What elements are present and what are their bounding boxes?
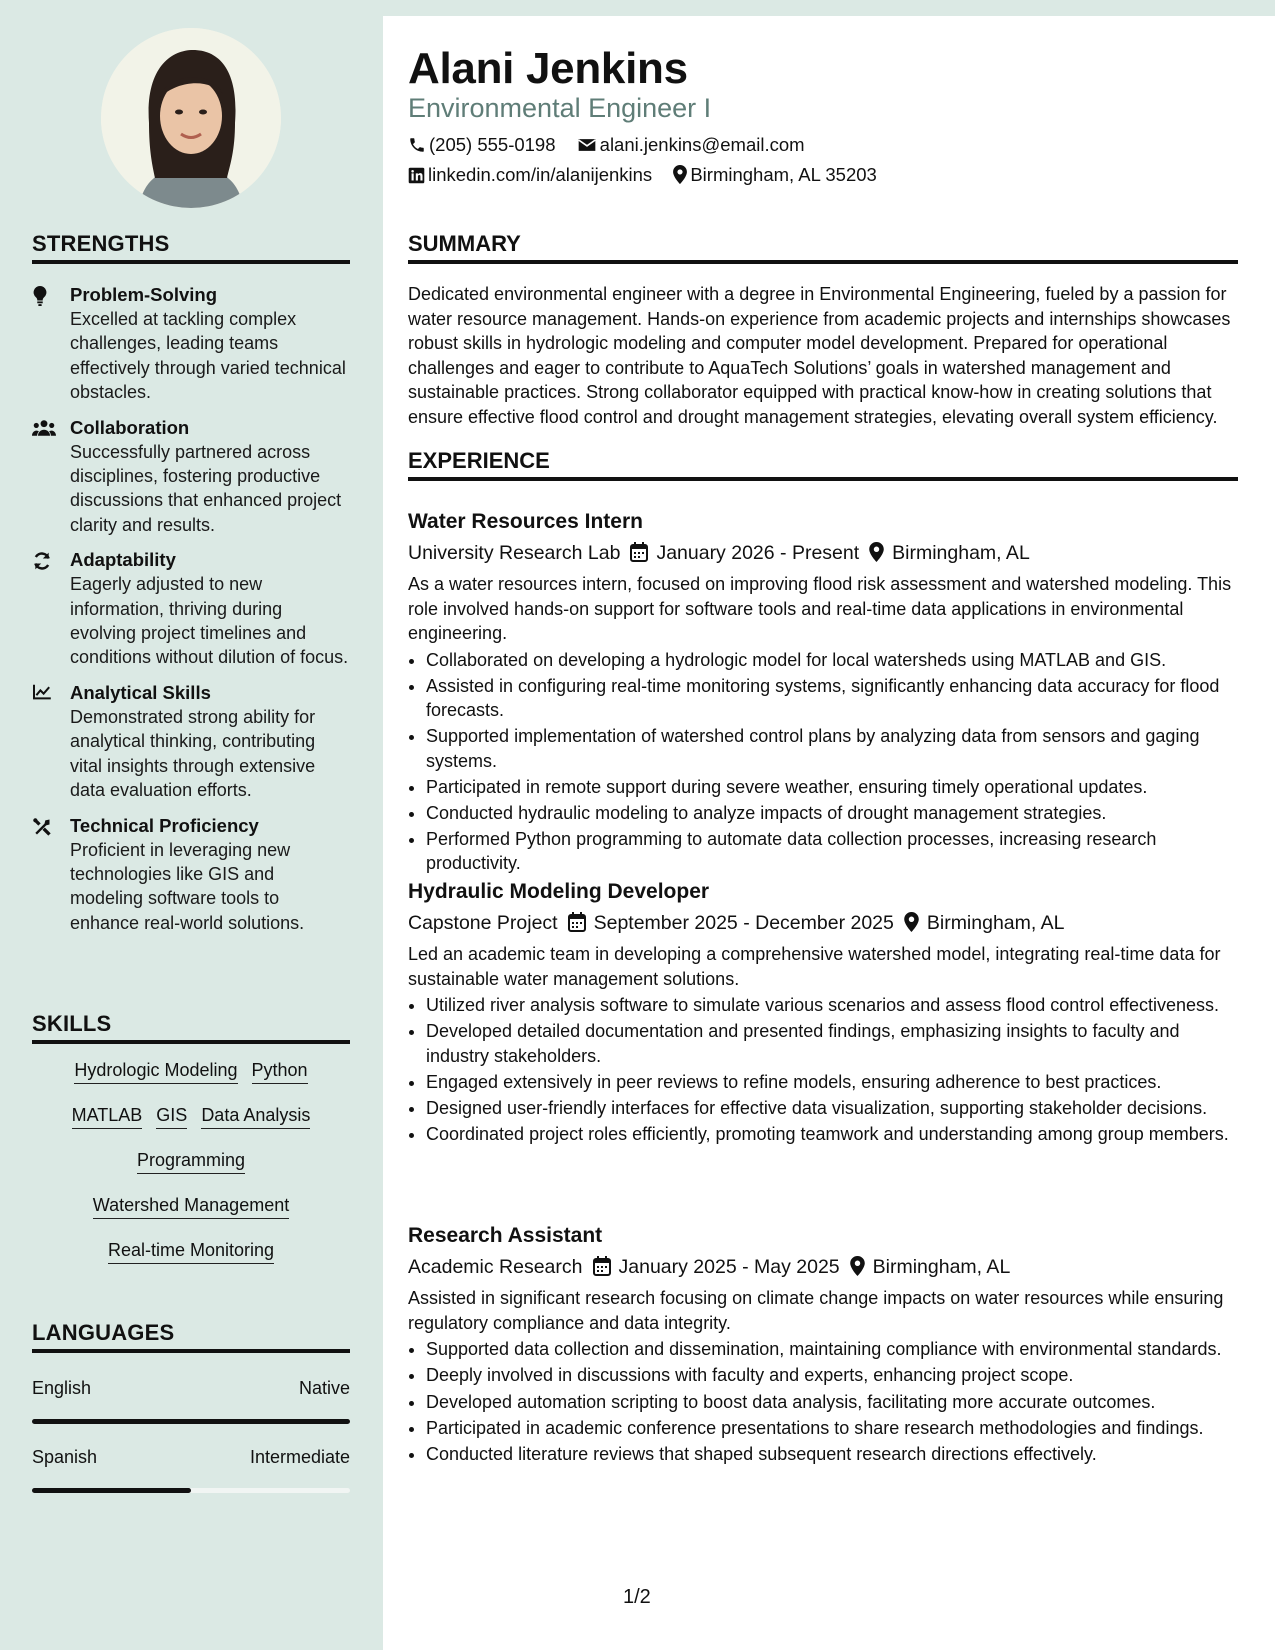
job-bullet: • Developed detailed documentation and presented findings, emphasizing insights to faculty and industry stakeholders. [426,1019,1243,1067]
strength-item [32,283,352,405]
job-location: Birmingham, AL [872,1256,1011,1278]
job-title: Water Resources Intern [408,510,643,533]
job-dates: January 2026 - Present [656,542,860,564]
job-meta [408,539,1243,567]
skill-row [32,1060,350,1105]
job-bullet: • Utilized river analysis software to simulate various scenarios and assess flood control effectiveness. [426,993,1243,1017]
experience-heading: EXPERIENCE [408,448,1238,481]
map-pin-icon [673,165,687,184]
strength-item [32,416,352,538]
language-bar [32,1488,350,1493]
languages-heading: LANGUAGES [32,1320,350,1353]
summary-heading: SUMMARY [408,231,1238,264]
job-bullet: • Developed automation scripting to boost data analysis, facilitating more accurate outcomes. [426,1390,1243,1414]
skill-tag: MATLAB [72,1105,143,1129]
job-bullet: • Collaborated on developing a hydrologic model for local watersheds using MATLAB and GIS. [426,648,1243,672]
calendar-icon [630,542,648,562]
job-bullet: • Participated in remote support during severe weather, ensuring timely operational updates. [426,775,1243,799]
strength-item [32,548,352,670]
skill-tag: Watershed Management [93,1195,289,1219]
job-title: Hydraulic Modeling Developer [408,880,710,903]
map-pin-icon [904,912,919,932]
job-bullet-list [408,648,1243,876]
job-organization: University Research Lab [408,542,621,564]
calendar-icon [568,912,586,932]
job-bullet: • Performed Python programming to automate data collection processes, increasing research productivity. [426,827,1243,875]
strength-item [32,681,352,803]
email-text: alani.jenkins@email.com [599,134,805,155]
job-bullet: • Supported data collection and dissemination, maintaining compliance with environmental standards. [426,1337,1243,1361]
contact-phone [408,134,556,156]
job-organization: Capstone Project [408,912,558,934]
skill-tag: Python [252,1060,308,1084]
profile-photo [101,28,281,208]
job-meta [408,1253,1243,1281]
job-organization: Academic Research [408,1256,583,1278]
summary-text: Dedicated environmental engineer with a degree in Environmental Engineering, fueled by a passion for water resource management. Hands-on experience from academic projects and internships showcases robust skills in hydrologic modeling and computer model development. Prepared for operational challenges and eager to contribute to AquaTech Solutions’ goals in watershed management and sustainable practices. Strong collaborator equipped with practical know-how in creating solutions that ensure effective flood control and drought management strategies, elevating overall system efficiency. [408,284,1231,427]
skill-tag: Programming [137,1150,245,1174]
person-name: Alani Jenkins [408,44,688,93]
language-name: English [32,1378,92,1398]
job-location: Birmingham, AL [926,912,1065,934]
strength-title: Analytical Skills [70,681,211,703]
language-name: Spanish [32,1447,98,1467]
strength-title: Collaboration [70,416,190,438]
phone-icon [408,136,426,154]
skill-row [32,1195,350,1240]
job-meta [408,909,1243,937]
location-text: Birmingham, AL 35203 [690,164,877,185]
contact-linkedin[interactable] [408,164,652,186]
job-bullet: • Assisted in configuring real-time monitoring systems, significantly enhancing data accuracy for flood forecasts. [426,674,1243,722]
strength-title: Adaptability [70,549,176,571]
strength-description: Successfully partnered across disciplines, fostering productive discussions that enhanced project clarity and results. [70,441,342,535]
skill-tag: Hydrologic Modeling [74,1060,237,1084]
map-pin-icon [850,1256,865,1276]
experience-item [408,878,1243,1148]
strengths-heading: STRENGTHS [32,231,350,264]
sync-icon [32,551,54,571]
skills-list [32,1060,350,1285]
main-content [383,16,1275,1650]
strength-description: Excelled at tackling complex challenges, leading teams effectively through varied technical obstacles. [70,309,346,403]
page-number: 1/2 [623,1586,651,1608]
job-location: Birmingham, AL [892,542,1030,564]
job-title: Research Assistant [408,1224,603,1247]
job-role: Environmental Engineer I [408,93,712,123]
experience-item [408,1222,1243,1468]
job-description: Led an academic team in developing a comprehensive watershed model, integrating real-time data for sustainable water management solutions. [408,944,1221,989]
strengths-list [32,283,352,946]
job-bullet: • Deeply involved in discussions with faculty and experts, enhancing project scope. [426,1363,1243,1387]
contact-location [673,164,876,186]
skill-row [32,1105,350,1150]
skills-heading: SKILLS [32,1011,350,1044]
tools-icon [32,817,54,837]
strength-description: Demonstrated strong ability for analytical thinking, contributing vital insights through extensive data evaluation efforts. [70,706,316,801]
skill-row [32,1150,350,1195]
job-bullet-list [408,1337,1243,1466]
strength-description: Proficient in leveraging new technologies like GIS and modeling software tools to enhance real-world solutions. [70,839,305,933]
language-level: Native [298,1378,350,1398]
contact-row-1 [408,134,821,156]
job-dates: September 2025 - December 2025 [593,912,894,934]
job-dates: January 2025 - May 2025 [618,1256,840,1278]
job-description: As a water resources intern, focused on improving flood risk assessment and watershed modeling. This role involved hands-on support for software tools and real-time data applications in environmental engineering. [408,574,1232,644]
sidebar [0,0,383,1650]
skill-tag: GIS [156,1105,187,1129]
language-bar-fill [32,1488,191,1493]
envelope-icon [577,136,597,154]
job-bullet: • Conducted literature reviews that shaped subsequent research directions effectively. [426,1442,1243,1466]
contact-email[interactable] [577,134,805,156]
skill-tag: Real-time Monitoring [108,1240,274,1264]
language-level: Intermediate [249,1447,350,1467]
job-bullet: • Designed user-friendly interfaces for effective data visualization, supporting stakeholder decisions. [426,1096,1243,1120]
skill-tag: Data Analysis [201,1105,310,1129]
strength-description: Eagerly adjusted to new information, thriving during evolving project timelines and conditions without dilution of focus. [70,574,349,668]
job-bullet: • Coordinated project roles efficiently, promoting teamwork and understanding among group members. [426,1122,1243,1146]
job-bullet: • Supported implementation of watershed control plans by analyzing data from sensors and gaging systems. [426,724,1243,772]
job-bullet-list [408,993,1243,1146]
map-pin-icon [869,542,884,562]
strength-title: Problem-Solving [70,284,217,305]
chart-line-icon [32,684,54,704]
users-icon [32,419,54,439]
job-bullet: • Engaged extensively in peer reviews to refine models, ensuring adherence to best practices. [426,1070,1243,1094]
contact-row-2 [408,164,893,186]
experience-item [408,508,1243,878]
strength-title: Technical Proficiency [70,814,259,836]
job-bullet: • Conducted hydraulic modeling to analyze impacts of drought management strategies. [426,801,1243,825]
lightbulb-icon [32,286,54,306]
linkedin-icon [408,167,425,184]
job-bullet: • Participated in academic conference presentations to share research methodologies and findings. [426,1416,1243,1440]
job-description: Assisted in significant research focusing on climate change impacts on water resources while ensuring regulatory compliance and data integrity. [408,1288,1224,1333]
language-bar [32,1419,350,1424]
linkedin-text: linkedin.com/in/alanijenkins [428,164,653,185]
skill-row [32,1240,350,1285]
calendar-icon [593,1256,611,1276]
language-bar-fill [32,1419,350,1424]
phone-text: (205) 555-0198 [429,134,556,155]
strength-item [32,814,352,936]
